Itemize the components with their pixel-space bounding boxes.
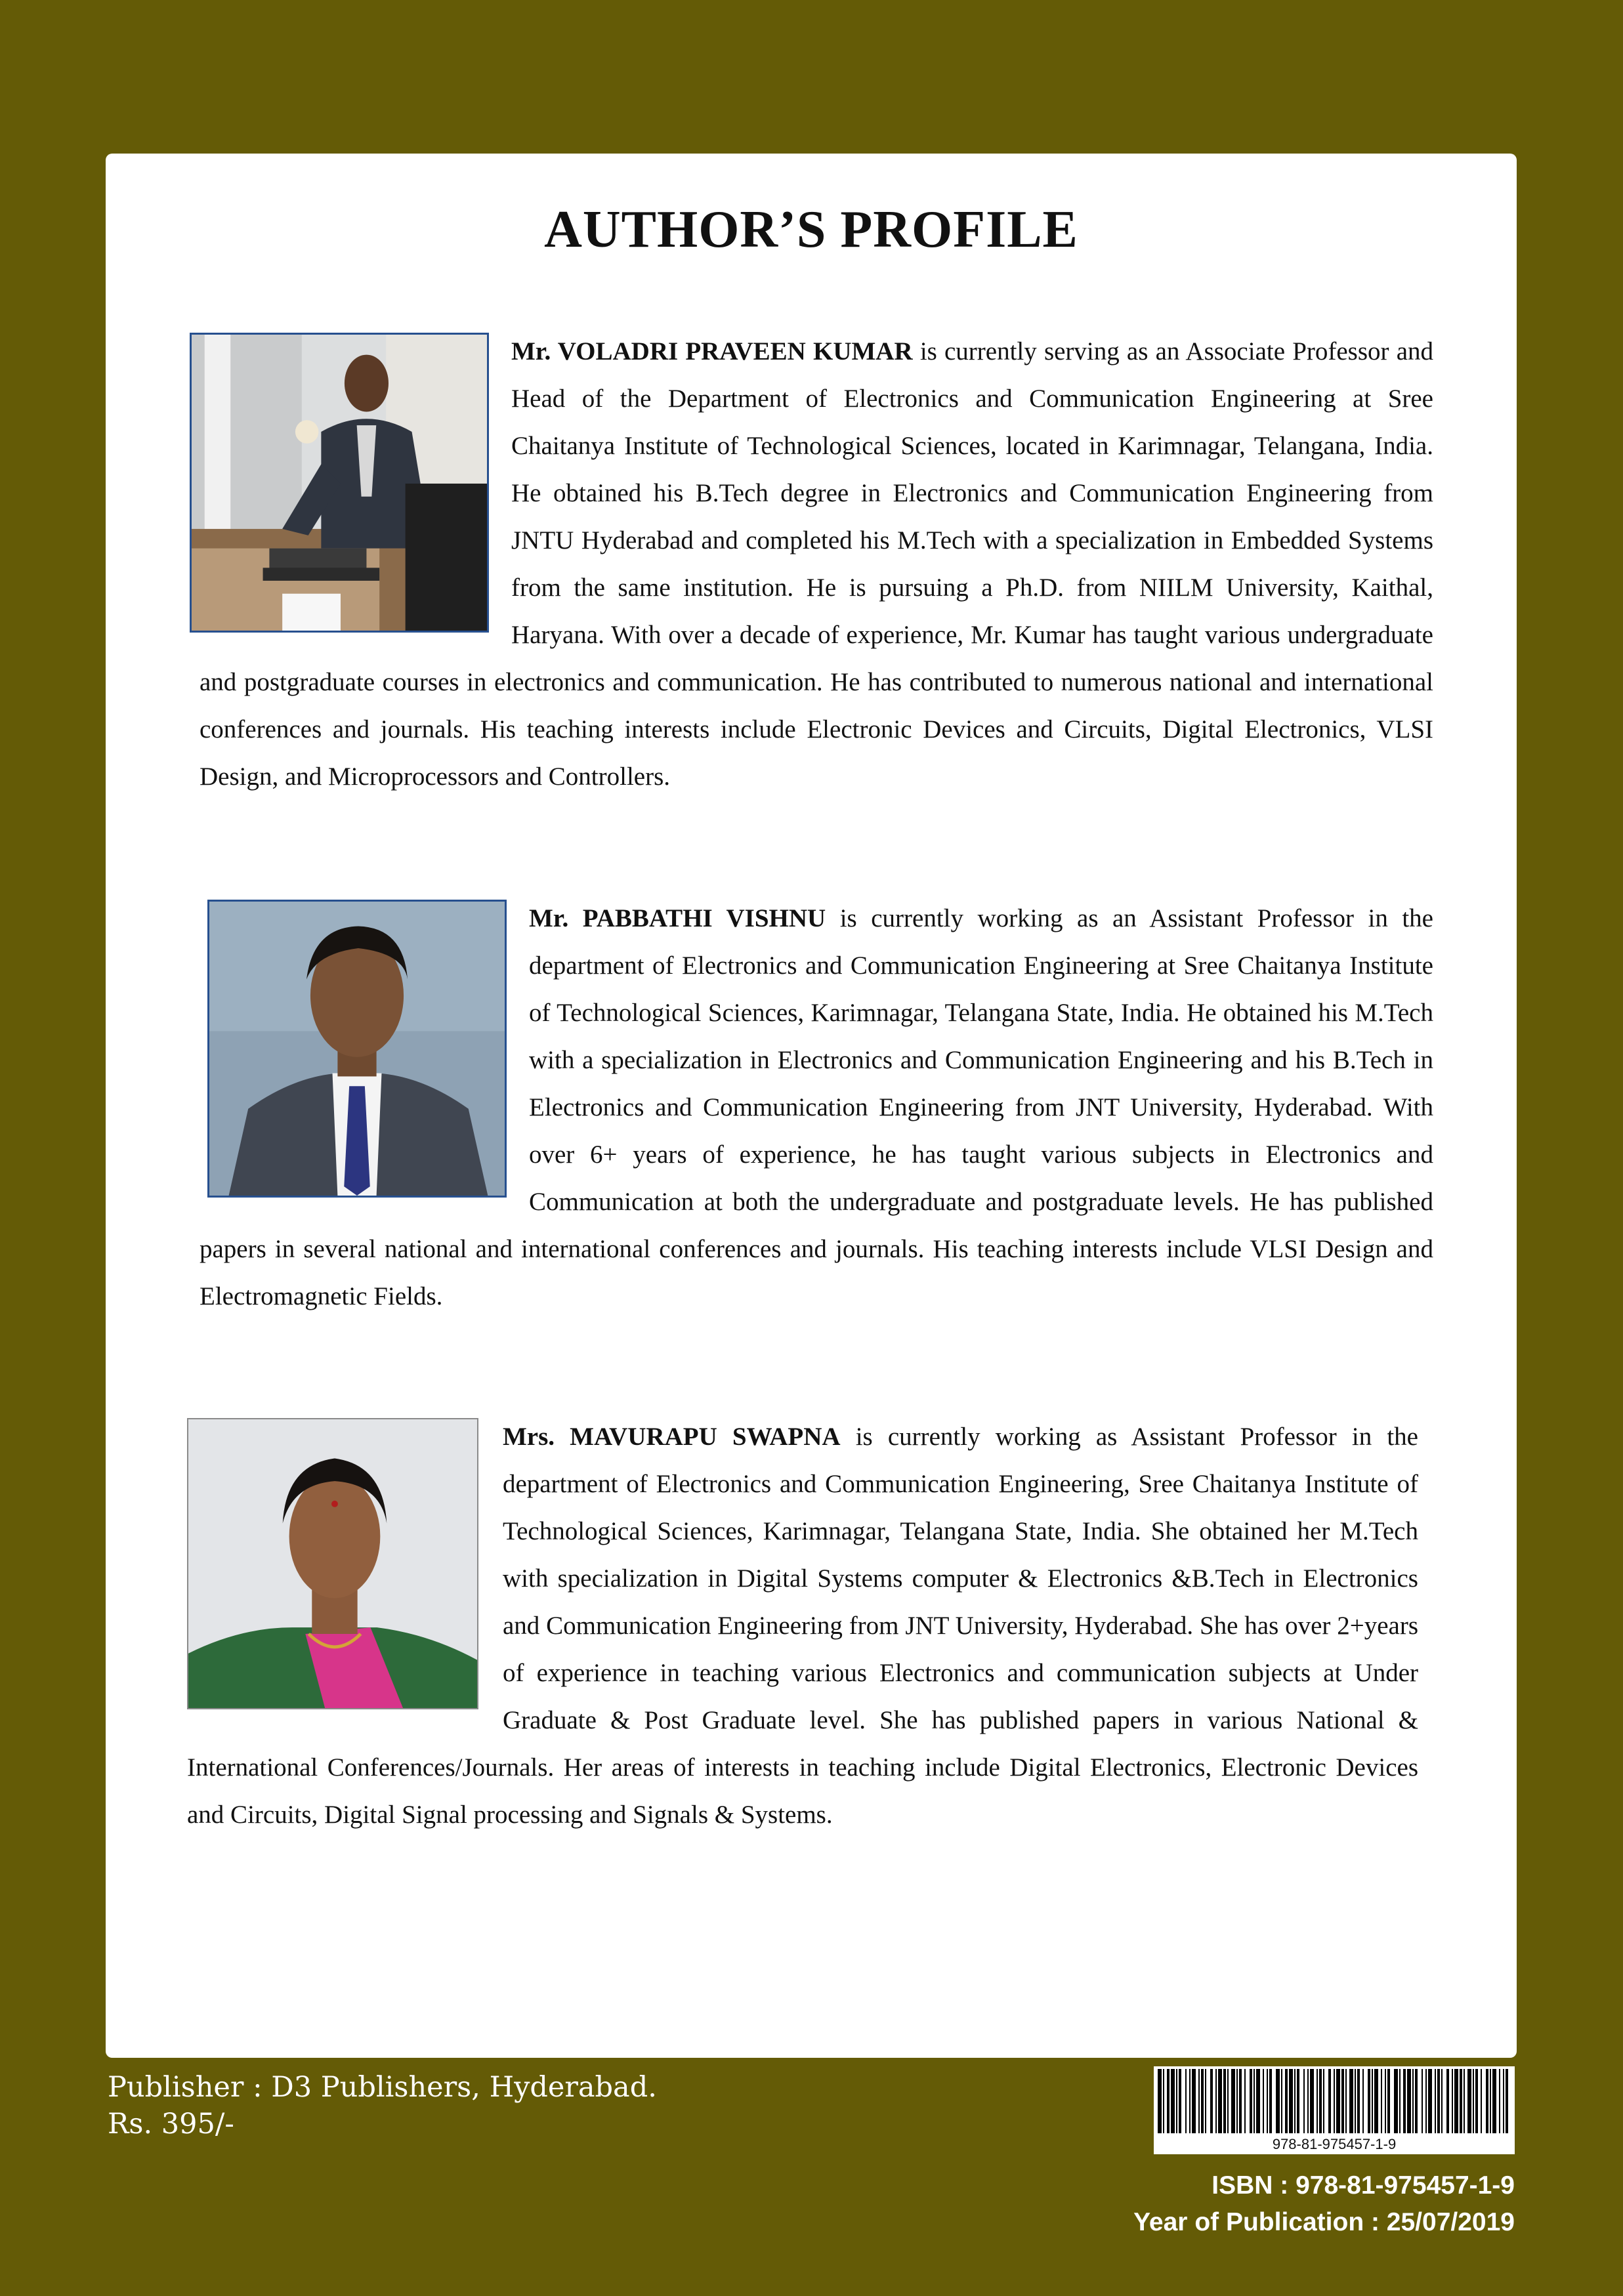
barcode-bar: [1345, 2069, 1347, 2133]
barcode-bar: [1310, 2069, 1314, 2133]
barcode-bar: [1256, 2069, 1260, 2133]
barcode-bar: [1368, 2069, 1370, 2133]
barcode-bar: [1231, 2069, 1235, 2133]
barcode-bar: [1381, 2069, 1382, 2133]
barcode-bar: [1307, 2069, 1309, 2133]
barcode-bar: [1415, 2069, 1418, 2133]
isbn-block: [1133, 2167, 1515, 2241]
barcode-bar: [1210, 2069, 1213, 2133]
barcode-bar: [1428, 2069, 1432, 2133]
barcode-bar: [1285, 2069, 1288, 2133]
barcode-bar: [1185, 2069, 1187, 2133]
author-photo-3: [187, 1418, 478, 1709]
barcode-bar: [1407, 2069, 1411, 2133]
publisher-info: [108, 2069, 657, 2142]
barcode-bar: [1223, 2069, 1226, 2133]
barcode-bar: [1236, 2069, 1238, 2133]
barcode-bar: [1176, 2069, 1177, 2133]
author-photo-2: [207, 900, 507, 1198]
barcode-bar: [1473, 2069, 1474, 2133]
barcode-bar: [1254, 2069, 1255, 2133]
barcode-bar: [1171, 2069, 1175, 2133]
profile-panel: [106, 154, 1517, 2058]
barcode-bar: [1289, 2069, 1293, 2133]
barcode-bar: [1341, 2069, 1344, 2133]
barcode-bar: [1399, 2069, 1401, 2133]
barcode-bar: [1394, 2069, 1398, 2133]
barcode-bar: [1385, 2069, 1386, 2133]
barcode-bar: [1374, 2069, 1378, 2133]
barcode-number: 978-81-975457-1-9: [1272, 2136, 1397, 2152]
barcode-bar: [1192, 2069, 1196, 2133]
barcode-bar: [1276, 2069, 1280, 2133]
barcode-bar: [1294, 2069, 1296, 2133]
barcode-bars: [1158, 2069, 1511, 2133]
barcode-bar: [1403, 2069, 1406, 2133]
author-name-1: Mr. VOLADRI PRAVEEN KUMAR: [511, 337, 913, 365]
barcode-bar: [1244, 2069, 1246, 2133]
barcode-bar: [1437, 2069, 1440, 2133]
barcode-bar: [1319, 2069, 1322, 2133]
barcode-bar: [1334, 2069, 1335, 2133]
barcode-bar: [1481, 2069, 1482, 2133]
barcode-bar: [1422, 2069, 1423, 2133]
barcode-bar: [1490, 2069, 1491, 2133]
barcode-bar: [1239, 2069, 1242, 2133]
barcode-bar: [1205, 2069, 1206, 2133]
page-title: AUTHOR’S PROFILE: [544, 201, 1078, 259]
barcode-bar: [1303, 2069, 1305, 2133]
barcode-bar: [1467, 2069, 1471, 2133]
barcode-bar: [1263, 2069, 1264, 2133]
publication-year: Year of Publication : 25/07/2019: [1133, 2208, 1515, 2236]
barcode-bar: [1435, 2069, 1436, 2133]
barcode-bar: [1281, 2069, 1282, 2133]
barcode-bar: [1372, 2069, 1373, 2133]
barcode-bar: [1446, 2069, 1449, 2133]
barcode-bar: [1357, 2069, 1360, 2133]
author-profile-3: [187, 1413, 1418, 1839]
barcode-bar: [1460, 2069, 1462, 2133]
barcode-bar: [1492, 2069, 1496, 2133]
barcode-bar: [1412, 2069, 1414, 2133]
barcode-bar: [1336, 2069, 1340, 2133]
barcode-bar: [1227, 2069, 1229, 2133]
isbn: ISBN : 978-81-975457-1-9: [1212, 2171, 1515, 2200]
author-bio-2: is currently working as an Assistant Professor in the department of Electronics and Communication Engineering at Sree Chaitanya Institute of Technological Sciences, Karimnagar, Telangana State, India. He obtained his M.Tech with a specialization in Electronics and Communication Engineering and his B.Tech in Electronics and Communication Engineering from JNT University, Hyderabad. With over 6+ years of experience, he has taught various subjects in Electronics and Communication at both the undergraduate and postgraduate levels. He has published papers in several national and international conferences and journals. His teaching interests include VLSI Design and Electromagnetic Fields.: [200, 904, 1433, 1310]
barcode-bar: [1441, 2069, 1443, 2133]
barcode-bar: [1506, 2069, 1508, 2133]
barcode-bar: [1362, 2069, 1364, 2133]
barcode-bar: [1269, 2069, 1272, 2133]
barcode-bar: [1158, 2069, 1162, 2133]
barcode-bar: [1201, 2069, 1204, 2133]
barcode-bar: [1349, 2069, 1353, 2133]
author-photo-1: [190, 333, 489, 633]
barcode-bar: [1189, 2069, 1191, 2133]
barcode-bar: [1179, 2069, 1181, 2133]
barcode-bar: [1317, 2069, 1318, 2133]
barcode-bar: [1250, 2069, 1252, 2133]
barcode-bar: [1464, 2069, 1465, 2133]
barcode-bar: [1355, 2069, 1356, 2133]
author-name-2: Mr. PABBATHI VISHNU: [529, 904, 826, 932]
author-bio-1: is currently serving as an Associate Professor and Head of the Department of Electronics and Communication Engineering at Sree Chaitanya Institute of Technological Sciences, located in Karimnagar, Telangana, India. He obtained his B.Tech degree in Electronics and Communication Engineering from JNTU Hyderabad and completed his M.Tech with a specialization in Embedded Systems from the same institution. He is pursuing a Ph.D. from NIILM University, Kaithal, Haryana. With over a decade of experience, Mr. Kumar has taught various undergraduate and postgraduate courses in electronics and communication. He has contributed to numerous national and international conferences and journals. His teaching interests include Electronic Devices and Circuits, Digital Electronics, VLSI Design, and Microprocessors and Controllers.: [200, 337, 1434, 791]
barcode-bar: [1454, 2069, 1458, 2133]
price: Rs. 395/-: [108, 2108, 234, 2140]
author-bio-3: is currently working as Assistant Professor in the department of Electronics and Communication Engineering, Sree Chaitanya Institute of Technological Sciences, Karimnagar, Telangana State, India. She obtained her M.Tech with specialization in Digital Systems computer & Electronics &B.Tech in Electronics and Communication Engineering from JNT University, Hyderabad. She has over 2+years of experience in teaching various Electronics and communication subjects at Under Graduate & Post Graduate level. She has published papers in various National & International Conferences/Journals. Her areas of interests in teaching include Digital Electronics, Electronic Devices and Circuits, Digital Signal processing and Signals & Systems.: [187, 1423, 1418, 1829]
barcode-bar: [1328, 2069, 1331, 2133]
barcode-bar: [1267, 2069, 1268, 2133]
barcode-bar: [1486, 2069, 1488, 2133]
author-profile-2: [200, 895, 1433, 1320]
barcode-bar: [1503, 2069, 1504, 2133]
publisher-line: Publisher : D3 Publishers, Hyderabad.: [108, 2071, 657, 2104]
author-profile-1: [200, 328, 1433, 801]
barcode-bar: [1215, 2069, 1217, 2133]
barcode-bar: [1163, 2069, 1164, 2133]
barcode: [1154, 2066, 1515, 2154]
author-name-3: Mrs. MAVURAPU SWAPNA: [503, 1423, 841, 1451]
barcode-bar: [1452, 2069, 1453, 2133]
barcode-bar: [1475, 2069, 1478, 2133]
barcode-bar: [1425, 2069, 1427, 2133]
barcode-bar: [1323, 2069, 1324, 2133]
barcode-bar: [1198, 2069, 1200, 2133]
barcode-bar: [1167, 2069, 1170, 2133]
barcode-bar: [1218, 2069, 1222, 2133]
barcode-bar: [1387, 2069, 1390, 2133]
barcode-bar: [1499, 2069, 1500, 2133]
barcode-bar: [1297, 2069, 1299, 2133]
